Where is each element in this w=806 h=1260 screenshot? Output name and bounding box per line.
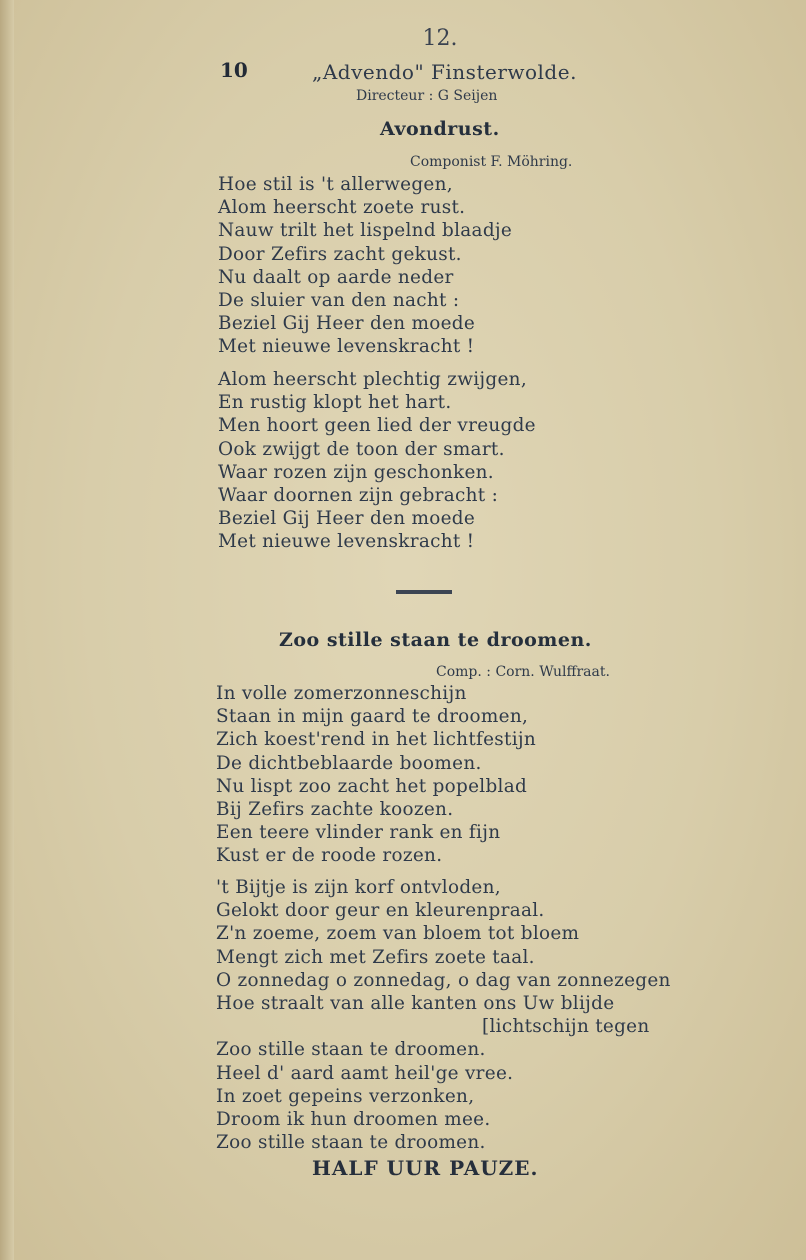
verse-line: Z'n zoeme, zoem van bloem tot bloem [216,923,580,945]
verse-line: De dichtbeblaarde boomen. [216,752,482,774]
verse-line: Beziel Gij Heer den moede [218,508,476,530]
verse-line: Zoo stille staan te droomen. [216,1039,486,1061]
verse-line: Men hoort geen lied der vreugde [218,415,536,437]
verse-line: De sluier van den nacht : [218,290,460,312]
song1-stanza1 [218,173,512,359]
verse-line: Waar rozen zijn geschonken. [218,461,494,483]
song1-composer: Componist F. Möhring. [410,154,573,170]
verse-line: In volle zomerzonneschijn [216,683,467,704]
verse-line: In zoet gepeins verzonken, [216,1085,475,1107]
song2-stanza1 [216,682,536,868]
verse-line: Beziel Gij Heer den moede [218,313,476,335]
intermission-notice: HALF UUR PAUZE. [312,1156,539,1180]
verse-line: Nu lispt zoo zacht het popelblad [216,775,528,797]
verse-line: En rustig klopt het hart. [218,392,452,414]
verse-line: Alom heerscht zoete rust. [218,197,466,219]
verse-line: Hoe stil is 't allerwegen, [218,174,453,195]
section-divider [396,590,452,594]
verse-line: Staan in mijn gaard te droomen, [216,706,529,728]
verse-line: Heel d' aard aamt heil'ge vree. [216,1062,514,1084]
verse-line: Een teere vlinder rank en fijn [216,822,501,844]
verse-line: Nu daalt op aarde neder [218,266,454,288]
verse-line: 't Bijtje is zijn korf ontvloden, [216,877,501,898]
verse-line: Met nieuwe levenskracht ! [218,531,475,553]
song2-composer: Comp. : Corn. Wulffraat. [436,664,610,680]
choir-name: „Advendo" Finsterwolde. [312,60,577,84]
verse-line-continuation: [lichtschijn tegen [482,1016,650,1038]
verse-line: Alom heerscht plechtig zwijgen, [218,369,527,390]
verse-line: Kust er de roode rozen. [216,845,443,867]
verse-line: Met nieuwe levenskracht ! [218,336,475,358]
song2-stanza2 [216,876,671,1154]
verse-line: Ook zwijgt de toon der smart. [218,438,505,460]
page-number: 12. [422,26,458,51]
verse-line: Droom ik hun droomen mee. [216,1109,491,1131]
verse-line: Mengt zich met Zefirs zoete taal. [216,946,535,968]
verse-line: Door Zefirs zacht gekust. [218,243,462,265]
song1-title: Avondrust. [380,118,500,140]
verse-line: Nauw trilt het lispelnd blaadje [218,220,513,242]
item-number: 10 [220,58,248,82]
verse-line: Zich koest'rend in het lichtfestijn [216,729,537,751]
verse-line: Zoo stille staan te droomen. [216,1132,486,1154]
song1-stanza2 [218,368,536,554]
verse-line: O zonnedag o zonnedag, o dag van zonnezegen [216,969,671,991]
song2-title: Zoo stille staan te droomen. [279,629,592,651]
verse-line: Gelokt door geur en kleurenpraal. [216,900,545,922]
director-line: Directeur : G Seijen [356,88,498,104]
verse-line: Hoe straalt van alle kanten ons Uw blijde [216,993,615,1015]
verse-line: Bij Zefirs zachte koozen. [216,799,454,821]
page-edge [0,0,14,1260]
verse-line: Waar doornen zijn gebracht : [218,485,499,507]
